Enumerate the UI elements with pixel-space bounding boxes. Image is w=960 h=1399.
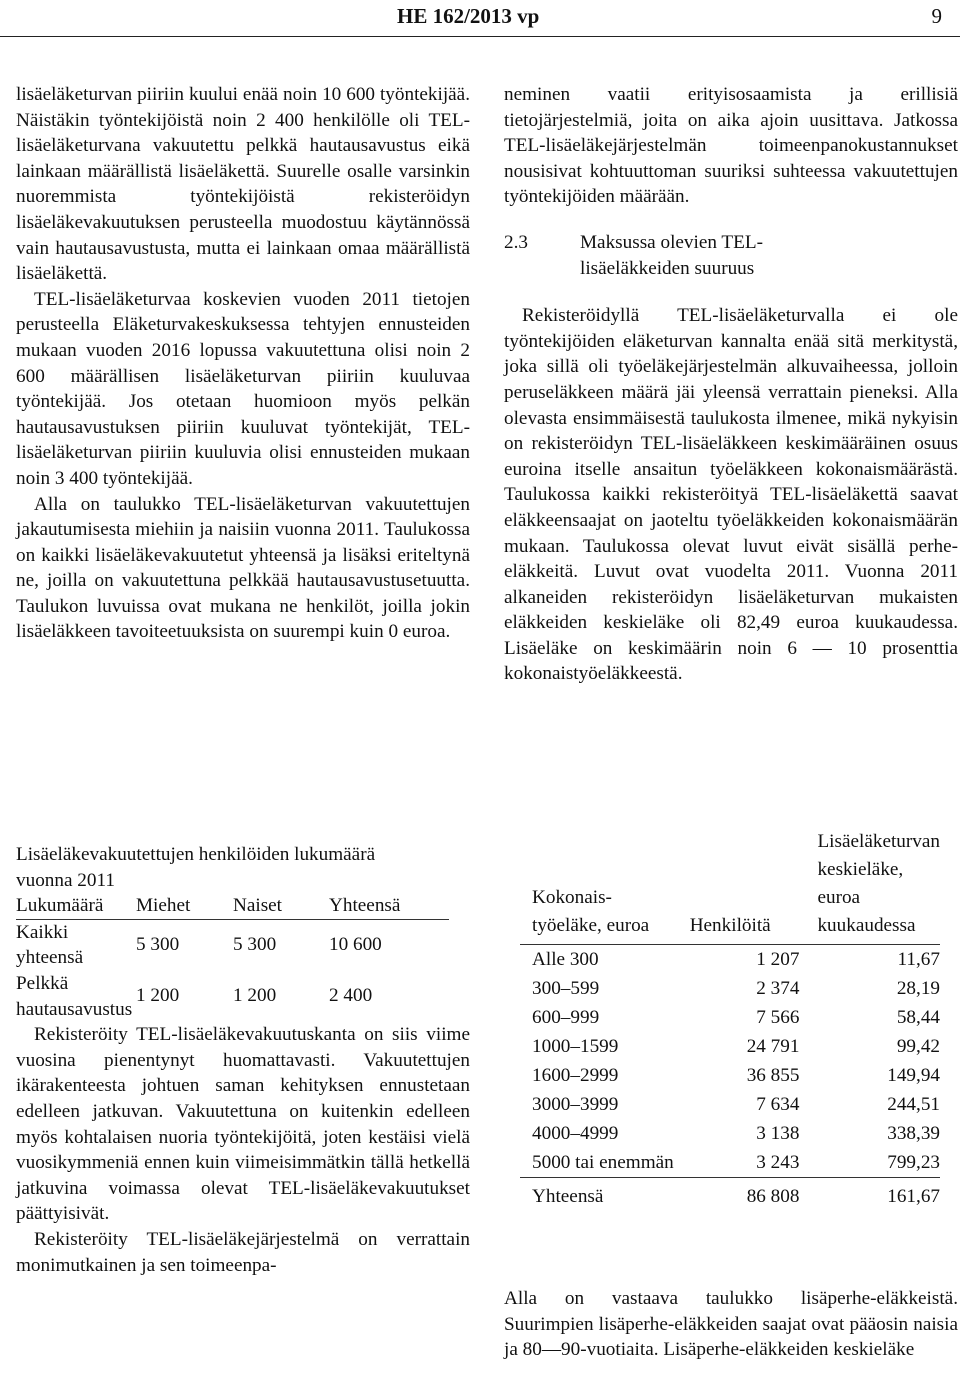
- table-cell: 24 791: [746, 1036, 800, 1057]
- column-header: Kokonais- työeläke, euroa: [520, 828, 680, 945]
- table-header-row: [520, 828, 940, 945]
- table-row: [520, 1032, 940, 1061]
- table-cell: 5 300: [233, 933, 277, 955]
- page-header: [0, 0, 960, 38]
- table-cell: 149,94: [887, 1065, 940, 1086]
- table-cell: 2 400: [329, 984, 373, 1006]
- table-cell: 10 600: [329, 933, 382, 955]
- table-header-row: [16, 893, 449, 919]
- section-number: 2.3: [504, 231, 528, 253]
- row-label: 600–999: [532, 1007, 600, 1028]
- paragraph: Rekisteröity TEL-lisäeläkevakuutuskanta on siis viime vuosina pienentynyt huomattavasti. Vakuutettujen ikärakenteesta johtuen saman kehityksen ennustetaan edelleen jatkuvan. Vakuutettuna on kuitenkin edelleen myös kohtalaisen nuoria työntekijöitä, joten kestäisi vielä vuosikymmeniä ennen kuin viimeisimmätkin tällä hetkellä jatkuvina voimassa olevat TEL-lisäeläkevakuutukset päättyisivät.: [16, 1024, 470, 1225]
- paragraph: Rekisteröidyllä TEL-lisäeläketurvalla ei ole työntekijöiden eläketurvan kannalta enää sitä merkitystä, joka sillä oli työeläkejärjestelmän alkuvaiheessa, jolloin peruseläkkeen määrä jäi yleensä verrattain pieneksi. Alla olevasta ensimmäisestä taulukosta ilmenee, mikä nykyisin on rekisteröidyn TEL-lisäeläkkeen keskimääräinen osuus euroina itselle ansaitun työeläkkeen kokonaismäärästä. Taulukossa kaikki rekisteröityä TEL-lisäeläkettä saavat eläkkeensaajat on jaoteltu työeläkkeiden kokonaismäärän mukaan. Taulukossa olevat luvut eivät sisällä perhe-eläkkeitä. Luvut ovat vuodelta 2011. Vuonna 2011 alkaneiden rekisteröidyn lisäeläketurvan mukaisten eläkkeiden keskieläke oli 82,49 euroa kuukaudessa. Lisäeläke on keskimäärin noin 6 — 10 prosenttia kokonaistyöeläkkeestä.: [504, 305, 958, 685]
- table-row: [520, 1061, 940, 1090]
- row-label: 300–599: [532, 978, 600, 999]
- section-title: Maksussa olevien TEL-lisäeläkkeiden suuruus: [580, 231, 763, 279]
- table-row: [520, 974, 940, 1003]
- right-column: [504, 82, 958, 687]
- column-header: Naiset: [233, 893, 329, 919]
- row-label: Pelkkä hautausavustus: [16, 972, 133, 1020]
- row-label: Yhteensä: [520, 1178, 680, 1212]
- table-cell: 7 566: [756, 1007, 800, 1028]
- table-cell: 244,51: [887, 1094, 940, 1115]
- table-cell: 58,44: [896, 1007, 940, 1028]
- column-header: Yhteensä: [329, 893, 449, 919]
- column-header: Miehet: [136, 893, 233, 919]
- table-cell: 1 200: [233, 984, 277, 1006]
- header-rule: [0, 36, 960, 37]
- document-title: HE 162/2013 vp: [397, 4, 540, 28]
- table-total-row: [520, 1178, 940, 1212]
- row-label: 3000–3999: [532, 1094, 619, 1115]
- paragraph: Rekisteröity TEL-lisäeläkejärjestelmä on verrattain monimutkainen ja sen toimeenpa-: [16, 1228, 470, 1276]
- pension-amount-table: [520, 828, 940, 1211]
- table-body: [520, 945, 940, 1212]
- table-row: [520, 945, 940, 975]
- row-label: Alle 300: [532, 949, 599, 970]
- table-cell: 11,67: [897, 949, 940, 970]
- table-cell: 2 374: [756, 978, 800, 999]
- table-cell: 161,67: [799, 1178, 940, 1212]
- page-number: 9: [931, 4, 942, 28]
- table-cell: 5 300: [136, 933, 180, 955]
- bottom-right-block: [520, 828, 960, 1211]
- table-row: [520, 1119, 940, 1148]
- table-title: Lisäeläkevakuutettujen henkilöiden lukumäärä vuonna 2011: [16, 844, 376, 891]
- bottom-left-block: [16, 842, 470, 1278]
- insured-count-table: [16, 893, 449, 1022]
- table-cell: 99,42: [896, 1036, 940, 1057]
- column-header: Lisäeläketurvan keskieläke, euroa kuukaudessa: [799, 828, 940, 945]
- paragraph: TEL-lisäeläketurvaa koskevien vuoden 2011 tietojen perusteella Eläketurvakeskuksessa tehtyjen ennusteiden mukaan vuoden 2016 lopussa vakuutettuna olisi noin 2 600 määrällisen lisäeläketurvan piiriin kuuluvaa työntekijää. Jos otetaan huomioon myös pelkän hautausavustuksen piiriin kuuluvat työntekijät, TEL-lisäeläketurvan piiriin kuuluvia olisi ennusteiden mukaan noin 3 400 työntekijää.: [16, 288, 470, 489]
- table-cell: 799,23: [887, 1152, 940, 1173]
- row-label: 5000 tai enemmän: [532, 1152, 674, 1173]
- row-label: 4000–4999: [532, 1123, 619, 1144]
- table-cell: 3 138: [756, 1123, 800, 1144]
- paragraph: Alla on vastaava taulukko lisäperhe-eläkkeistä. Suurimpien lisäperhe-eläkkeiden saajat ovat pääosin naisia ja 80—90-vuotiaita. Lisäperhe-eläkkeiden keskieläke: [504, 1288, 958, 1361]
- column-header: Lukumäärä: [16, 893, 136, 919]
- paragraph: Alla on taulukko TEL-lisäeläketurvan vakuutettujen jakautumisesta miehiin ja naisiin vuonna 2011. Taulukossa on kaikki lisäeläkevakuutetut yhteensä ja lisäksi eriteltynä ne, joilla on vakuutettuna pelkkää hautausavustusetuutta. Taulukon luvuissa ovat mukana ne henkilöt, joilla jokin lisäeläkkeen tavoiteetuuksista on suurempi kuin 0 euroa.: [16, 493, 470, 643]
- paragraph: lisäeläketurvan piiriin kuului enää noin 10 600 työntekijää. Näistäkin työntekijöistä noin 2 400 henkilölle oli TEL-lisäeläketurvana vakuutettu pelkkä hautausavustus eikä lainkaan määrällistä lisäeläkettä. Suurelle osalle varsinkin nuoremmista työntekijöistä rekisteröidyn lisäeläkevakuutuksen perusteella muodostuu käytännössä vain hautausavustusta, mutta ei lainkaan omaa määrällistä lisäeläkettä.: [16, 84, 470, 285]
- table-cell: 36 855: [746, 1065, 800, 1086]
- table-row: [520, 1090, 940, 1119]
- row-label: Kaikki yhteensä: [16, 921, 84, 969]
- table-cell: 3 243: [756, 1152, 800, 1173]
- row-label: 1000–1599: [532, 1036, 619, 1057]
- table-row: [520, 1003, 940, 1032]
- table-cell: 28,19: [896, 978, 940, 999]
- table-cell: 7 634: [756, 1094, 800, 1115]
- table-cell: 1 207: [756, 949, 800, 970]
- table-row: [520, 1148, 940, 1178]
- left-column: [16, 82, 470, 645]
- table-row: [16, 919, 449, 971]
- table-row: [16, 971, 449, 1022]
- table-cell: 338,39: [887, 1123, 940, 1144]
- column-header: Henkilöitä: [680, 828, 800, 945]
- table-cell: 86 808: [680, 1178, 800, 1212]
- row-label: 1600–2999: [532, 1065, 619, 1086]
- paragraph: neminen vaatii erityisosaamista ja erillisiä tietojärjestelmiä, joita on aika ajoin uusittava. Jatkossa TEL-lisäeläkejärjestelmän toimeenpanokustannukset nousisivat kohtuuttoman suuriksi suhteessa vakuutettujen työntekijöiden määrään.: [504, 84, 958, 208]
- section-heading: [504, 230, 958, 281]
- table-cell: 1 200: [136, 984, 180, 1006]
